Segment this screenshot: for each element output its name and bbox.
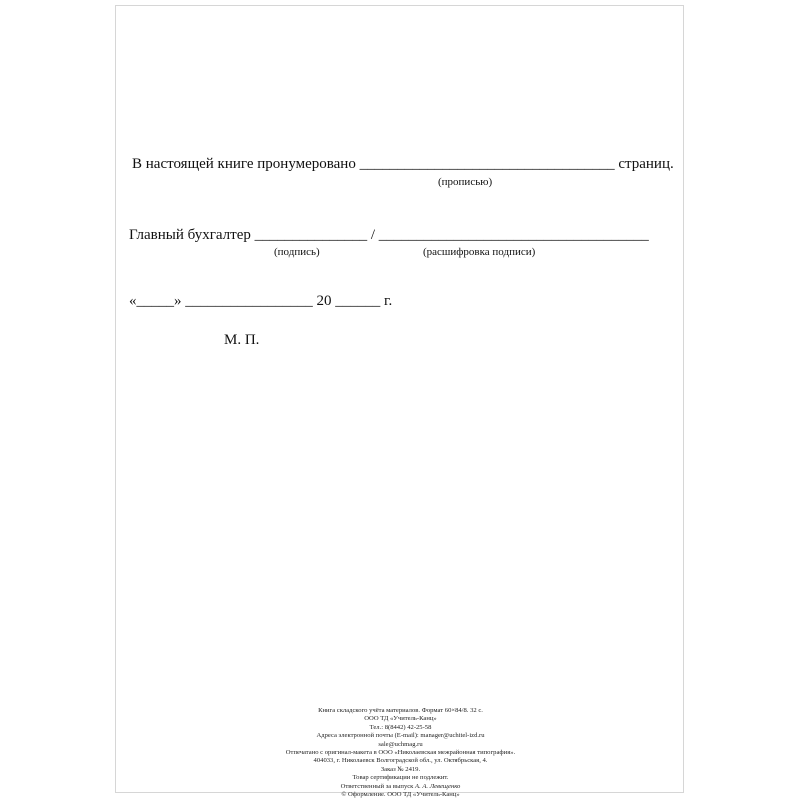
signature-caption: (подпись) (274, 246, 320, 258)
imprint-line: © Оформление. ООО ТД «Учитель-Канц» (341, 791, 460, 799)
imprint-line: Отпечатано с оригинал-макета в ООО «Николаевская межрайонная типография». (285, 749, 516, 757)
imprint-line: Тел.: 8(8442) 42-25-58 (369, 723, 432, 731)
imprint-line: Заказ № 2419. (380, 765, 421, 773)
signature-decoding-caption: (расшифровка подписи) (423, 246, 536, 258)
imprint-line: Товар сертификации не подлежит. (352, 774, 449, 782)
imprint-line: Книга складского учёта материалов. Формат 60×84/8. 32 с. (318, 707, 483, 714)
imprint-line: sale@uchmag.ru (378, 740, 423, 748)
date-line: «_____» _________________ 20 ______ г. (129, 293, 393, 309)
imprint-line: ООО ТД «Учитель-Канц» (364, 715, 437, 723)
stamp-place-label: М. П. (224, 332, 260, 348)
chief-accountant-line: Главный бухгалтер _______________ / ____________________________________ (129, 227, 649, 243)
imprint-responsible-prefix: Ответственный за выпуск (340, 782, 416, 790)
pages-count-line: В настоящей книге пронумеровано __________________________________ страниц. (132, 156, 674, 172)
imprint-line (116, 783, 685, 791)
imprint-line: 404033, г. Николаевск Волгоградской обл., ул. Октябрьская, 4. (313, 757, 488, 765)
pages-count-caption: (прописью) (438, 176, 493, 188)
document-page (115, 5, 684, 799)
imprint-block (116, 707, 685, 799)
imprint-line: Адреса электронной почты (E-mail): manager@uchitel-izd.ru (316, 732, 485, 740)
imprint-responsible-name: А. А. Левещенко (415, 782, 461, 790)
